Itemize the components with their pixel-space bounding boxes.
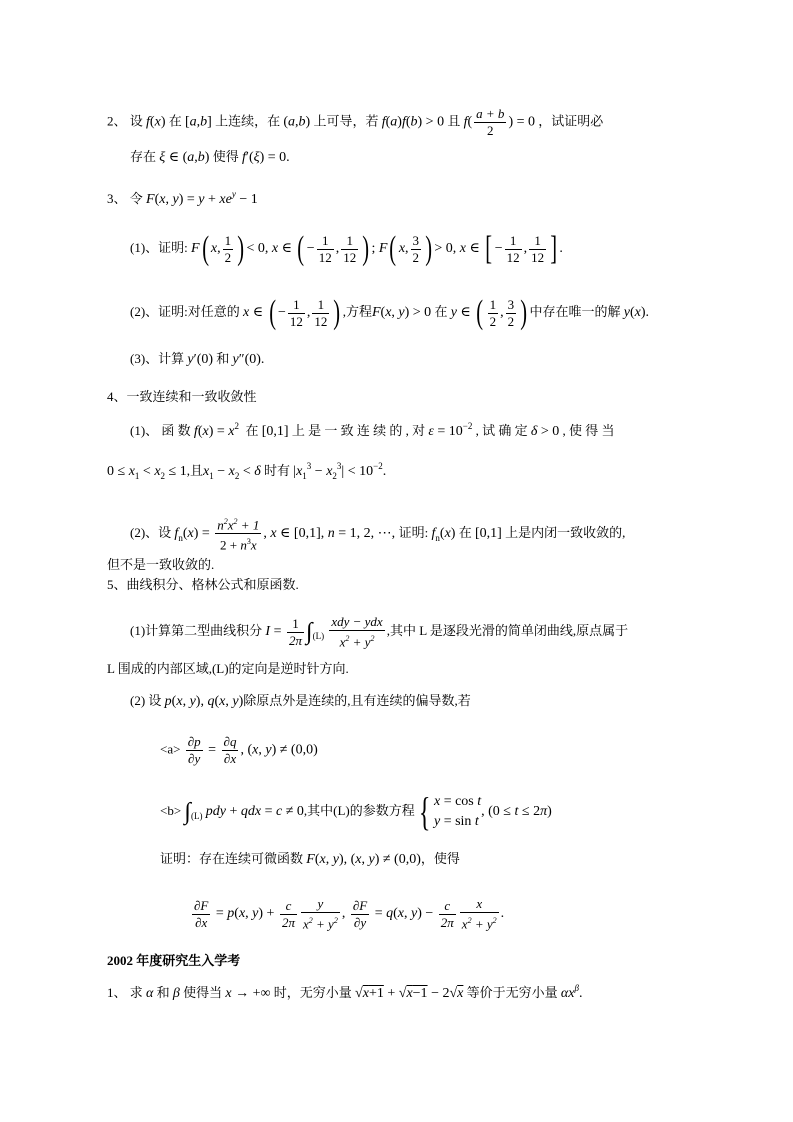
condition-a: <a> $\frac{\partial p}{\partial y}$ = $\frac{\partial q}{\partial x}$ , (x, y) ≠ (0,0) [160, 734, 318, 766]
problem-3-line-1: 3、 令 F(x, $y) = y + xe^y - 1$ [107, 189, 258, 207]
proof-statement: 证明：存在连续可微函数 F(x, y), (x, y) ≠ (0,0)，使得 [160, 851, 460, 867]
formula: f [146, 114, 150, 130]
problem-5-part-1-line-1: (1)计算第二型曲线积分 I = $\frac{1}{2\pi}$ $\int_{(L)}$ $\frac{\text{xdy − ydx}}{x^2 + y^2}$ ,其中 L 是逐段光滑的简单闭曲线,原点属于 [130, 614, 629, 650]
problem-4-part-2-line-1: (2)、设 $f_n(x)$ = $\frac{n^2x^2 + 1}{2 + n^3x}$ , x ∈ [0,1], n = 1, 2, ⋯, 证明: $f_n(x)$ 在 [0,1] 上是内闭一致收敛的, [130, 514, 625, 554]
problem-4-part-2-line-2: 但不是一致收敛的. [107, 557, 215, 572]
condition-b: $<b> \int_{(L)}$ pdy + qdx = c ≠ 0,其中(L)的参数方程{ x = cos t y = sin t , (0 ≤ t ≤ 2π) [160, 789, 552, 834]
problem-5-title: 5、曲线积分、格林公式和原函数. [107, 577, 299, 592]
problem-4-part-1-line-1: (1)、 函 数 $f(x) = x^2$ 在 [0,1] 上 是 一 致 连 续 的 , 对 $\varepsilon = 10^{-2}$ , 试 确 定 δ > 0 , 使 得 当 [130, 421, 615, 439]
problem-3-part-1: (1)、证明: F( x, $\frac{1}{2}$ ) < 0, x ∈ ( − $\frac{1}{12}$ , $\frac{1}{12}$ ) ; F( x, $\frac{3}{2}$ ) > 0, x ∈ [ − $\frac{1}{12}$ , $\frac{1}{12}$ ] . [130, 230, 563, 267]
question-1: 1、 求 α 和 β 使得当 x → +∞ 时，无穷小量 √x+1 + √x−1 − 2√x 等价于无穷小量 $\alpha x^\beta$. [107, 983, 583, 1001]
section-title: 2002 年度研究生入学考 [107, 953, 241, 968]
proof-formula: $\frac{\partial F}{\partial x}$ = p(x, y) + $\frac{c}{2\pi}$ $\frac{y}{x^2 + y^2}$ , $\frac{\partial F}{\partial y}$ = q(x, y) − $\frac{c}{2\pi}$ $\frac{x}{x^2 + y^2}$ . [194, 896, 505, 932]
problem-4-part-1-line-2: $0 \le x_1 < x_2 \le 1$,且$x_1 - x_2 < \delta$ 时有 $|x_1^3 - x_2^3| < 10^{-2}$. [107, 461, 387, 481]
problem-2-line-1: 2、 设 f(x) 在 [a,b] 上连续，在 (a,b) 上可导，若 f(a)f(b) > 0 且 f( $\frac{a + b}{2}$ ) = 0 ，试证明必 [107, 106, 604, 138]
problem-3-part-2: (2)、证明:对任意的 x ∈ ( − $\frac{1}{12}$ , $\frac{1}{12}$ ) ,方程F(x, y) > 0 在 y ∈ ( $\frac{1}{2}$ , $\frac{3}{2}$ ) 中存在唯一的解 y(x). [130, 294, 649, 331]
problem-5-part-2-line-1: (2) 设 p(x, y), q(x, y)除原点外是连续的,且有连续的偏导数,若 [130, 693, 471, 709]
problem-4-title: 4、一致连续和一致收敛性 [107, 389, 257, 404]
problem-5-part-1-line-2: L 围成的内部区域,(L)的定向是逆时针方向. [107, 661, 349, 676]
problem-3-part-3: (3)、计算 y′(0) 和 y″(0). [130, 351, 265, 367]
problem-2-line-2: 存在 ξ ∈ (a,b) 使得 f′(ξ) = 0. [130, 149, 290, 165]
